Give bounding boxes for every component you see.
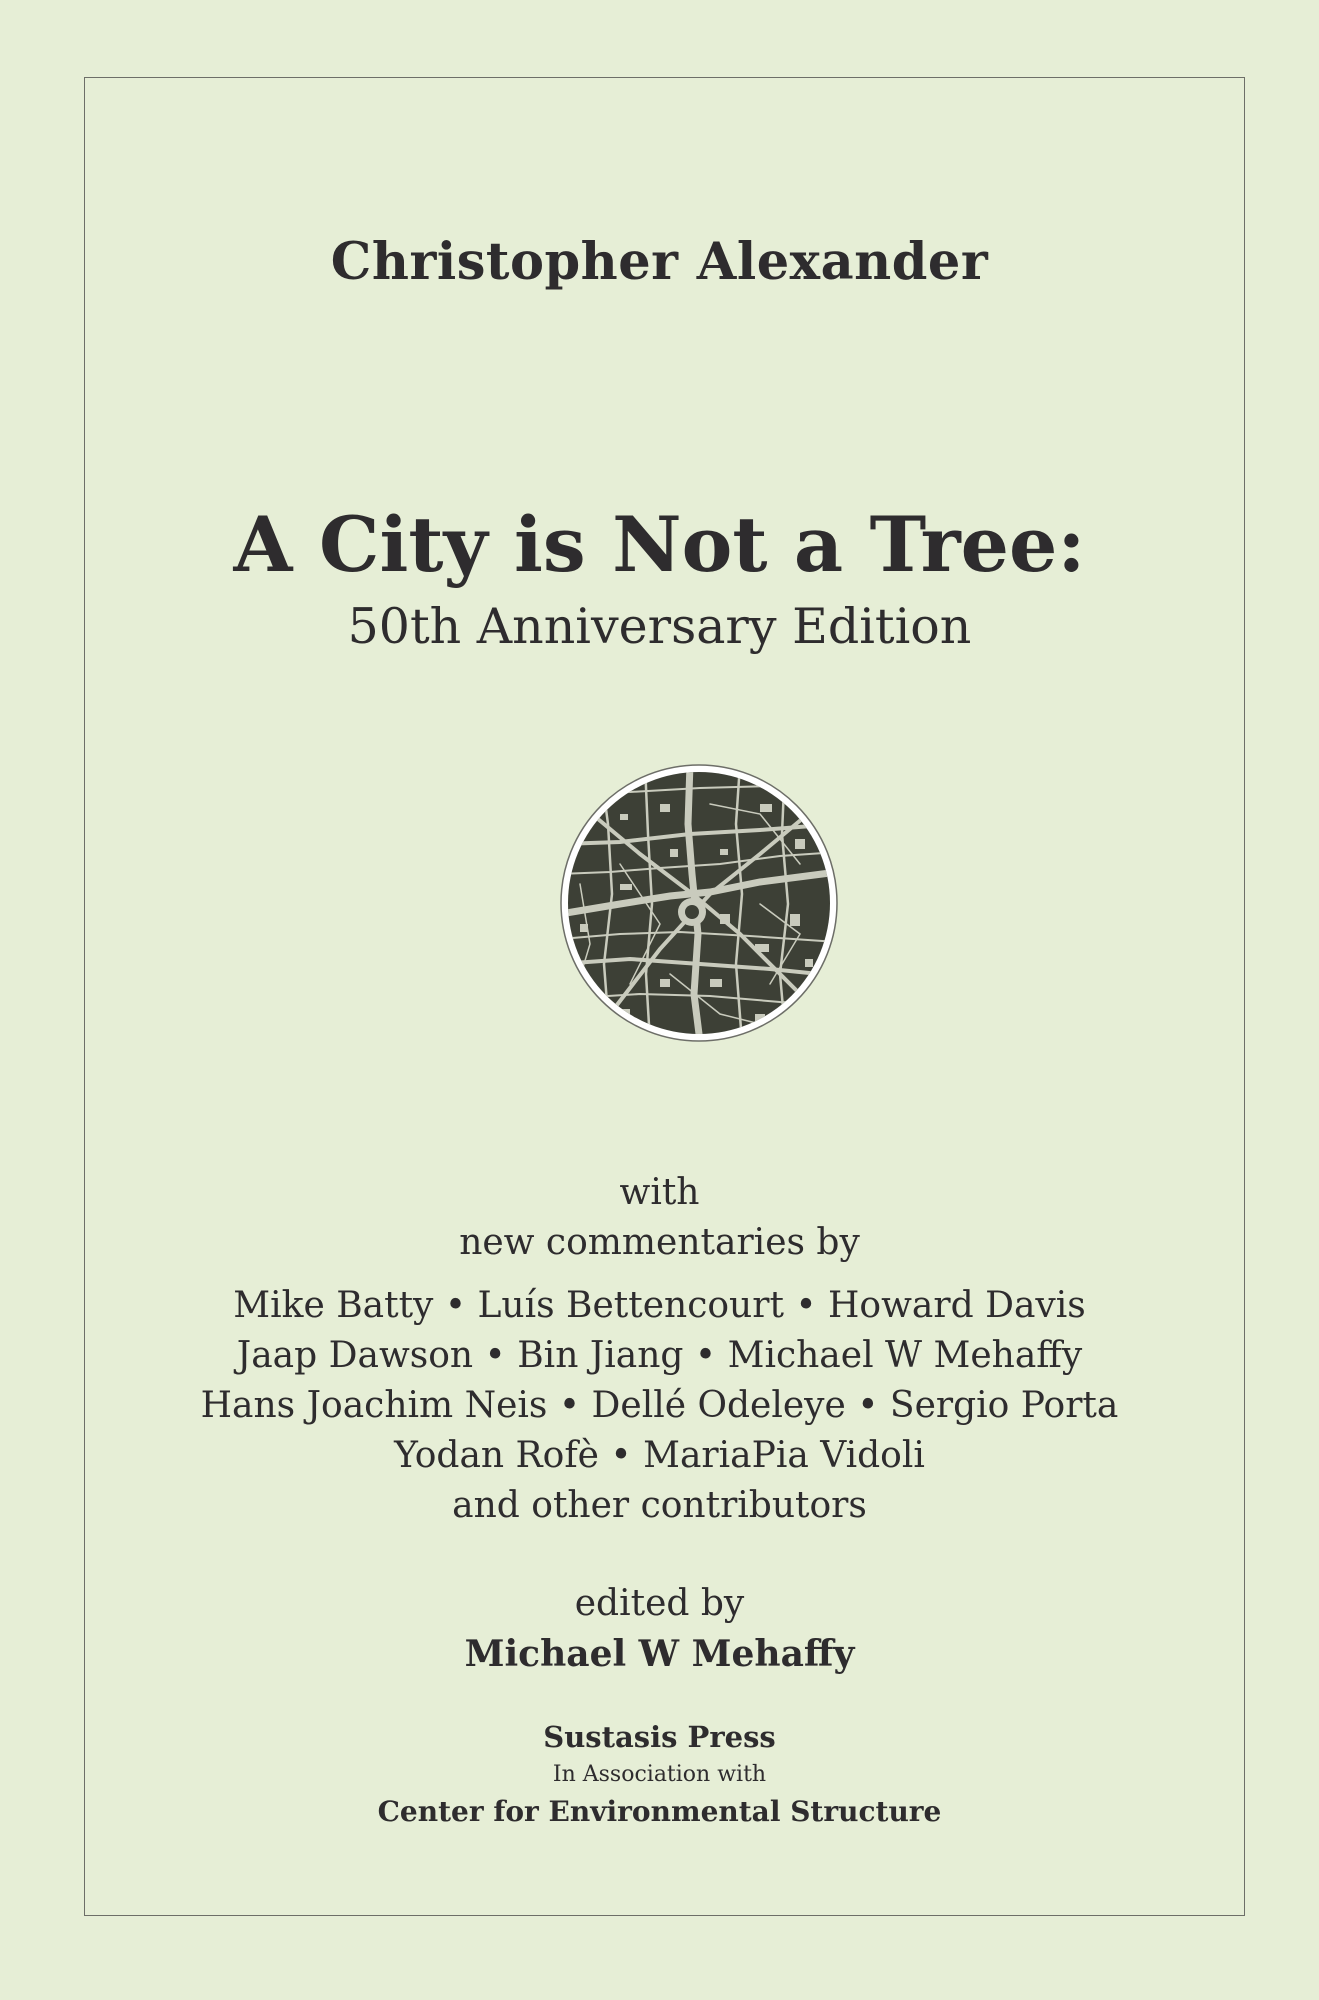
contributor-line: Mike Batty • Luís Bettencourt • Howard Davis xyxy=(233,1285,1086,1326)
city-map-medallion xyxy=(560,764,838,1042)
city-map-icon xyxy=(560,764,838,1042)
contributor-line: Jaap Dawson • Bin Jiang • Michael W Mehaffy xyxy=(236,1335,1083,1376)
book-title: A City is Not a Tree: xyxy=(233,500,1086,589)
editor-name: Michael W Mehaffy xyxy=(464,1633,855,1675)
book-subtitle: 50th Anniversary Edition xyxy=(347,598,972,655)
contributor-line: and other contributors xyxy=(452,1485,867,1526)
association-name: Center for Environmental Structure xyxy=(377,1795,942,1828)
edited-by-label: edited by xyxy=(574,1583,745,1624)
contributor-line: Yodan Rofè • MariaPia Vidoli xyxy=(394,1435,925,1476)
association-label: In Association with xyxy=(552,1762,767,1787)
commentaries-label: new commentaries by xyxy=(459,1222,860,1263)
author-name: Christopher Alexander xyxy=(330,232,989,292)
contributor-line: Hans Joachim Neis • Dellé Odeleye • Sergio Porta xyxy=(200,1385,1119,1426)
publisher-name: Sustasis Press xyxy=(543,1720,776,1754)
with-label: with xyxy=(619,1172,700,1213)
